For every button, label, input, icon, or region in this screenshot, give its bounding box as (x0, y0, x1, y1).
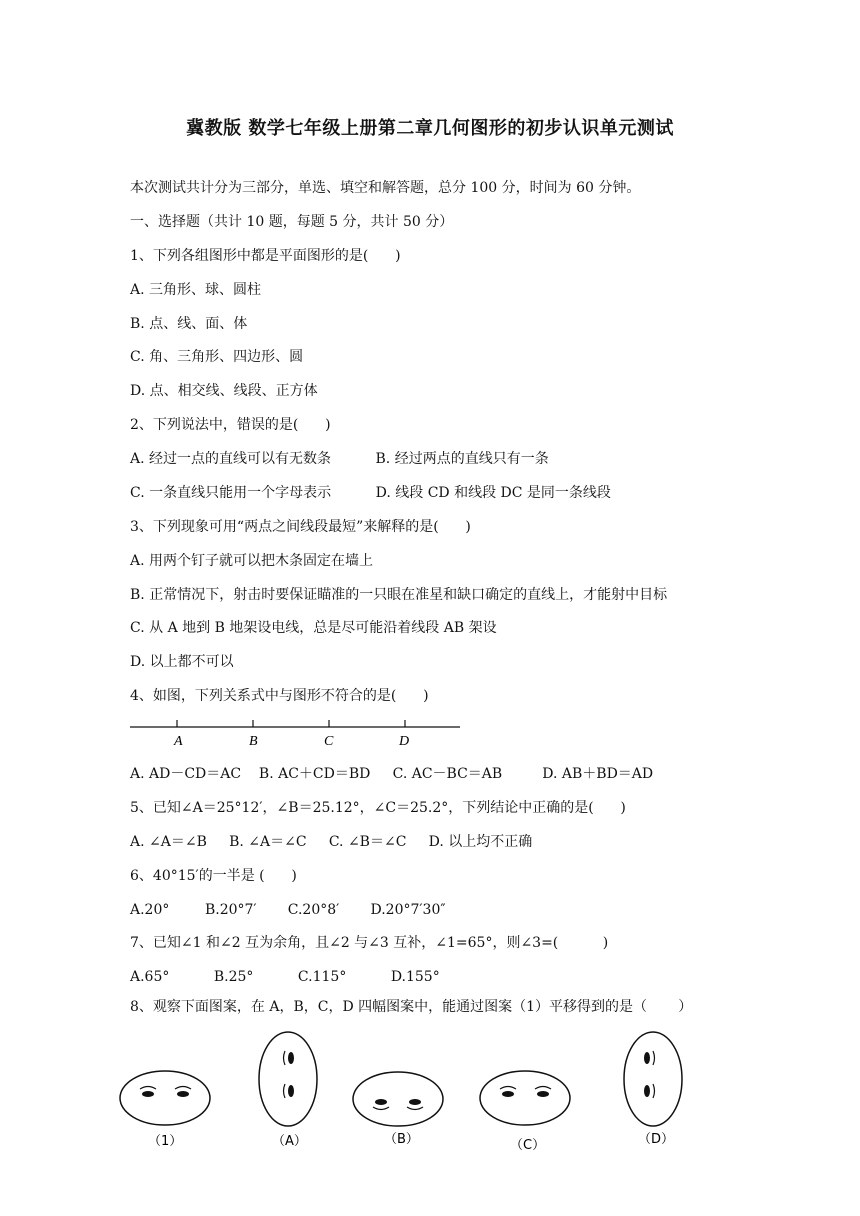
translation-figures (0, 1025, 860, 1170)
point-label-a: A (174, 734, 183, 749)
figure-label-a: （A） (272, 1134, 307, 1149)
figure-d (624, 1032, 682, 1126)
question-3-option-c: C. 从 A 地到 B 地架设电线，总是尽可能沿着线段 AB 架设 (130, 620, 497, 636)
question-7-options: A.65° B.25° C.115° D.155° (130, 969, 440, 985)
question-8-stem: 8、观察下面图案，在 A，B，C，D 四幅图案中，能通过图案（1）平移得到的是（ ） (130, 999, 693, 1015)
question-2-stem: 2、下列说法中，错误的是( ) (130, 417, 331, 433)
question-3-stem: 3、下列现象可用“两点之间线段最短”来解释的是( ) (130, 519, 471, 535)
question-1-option-c: C. 角、三角形、四边形、圆 (130, 349, 304, 365)
intro-text: 本次测试共计分为三部分，单选、填空和解答题，总分 100 分，时间为 60 分钟。 (130, 180, 641, 196)
figure-label-1: （1） (148, 1134, 183, 1149)
question-1-option-a: A. 三角形、球、圆柱 (130, 282, 262, 298)
question-2-options-row1: A. 经过一点的直线可以有无数条 B. 经过两点的直线只有一条 (130, 451, 549, 467)
question-1-option-b: B. 点、线、面、体 (130, 316, 248, 332)
figure-original (120, 1071, 210, 1125)
figure-c (480, 1071, 570, 1125)
page-title: 冀教版 数学七年级上册第二章几何图形的初步认识单元测试 (186, 118, 674, 139)
figure-label-c: （C） (510, 1138, 546, 1153)
question-3-option-a: A. 用两个钉子就可以把木条固定在墙上 (130, 553, 374, 569)
figure-label-b: （B） (384, 1132, 419, 1147)
question-1-option-d: D. 点、相交线、线段、正方体 (130, 383, 318, 399)
question-7-stem: 7、已知∠1 和∠2 互为余角，且∠2 与∠3 互补，∠1=65°，则∠3=( ) (130, 935, 609, 951)
question-1-stem: 1、下列各组图形中都是平面图形的是( ) (130, 248, 401, 264)
point-label-b: B (249, 734, 258, 749)
question-5-stem: 5、已知∠A＝25°12′，∠B＝25.12°，∠C＝25.2°，下列结论中正确的是( ) (130, 800, 626, 816)
section-heading: 一、选择题（共计 10 题，每题 5 分，共计 50 分） (130, 214, 454, 230)
figure-b (353, 1072, 443, 1126)
question-2-options-row2: C. 一条直线只能用一个字母表示 D. 线段 CD 和线段 DC 是同一条线段 (130, 485, 611, 501)
question-4-options: A. AD－CD＝AC B. AC＋CD＝BD C. AC－BC＝AB D. AB＋BD＝AD (130, 766, 654, 782)
figure-a (259, 1032, 317, 1126)
line-segment-figure (130, 714, 470, 754)
question-5-options: A. ∠A＝∠B B. ∠A＝∠C C. ∠B＝∠C D. 以上均不正确 (130, 834, 533, 850)
question-3-option-b: B. 正常情况下，射击时要保证瞄准的一只眼在准星和缺口确定的直线上，才能射中目标 (130, 587, 668, 603)
question-6-options: A.20° B.20°7′ C.20°8′ D.20°7′30″ (130, 902, 446, 918)
question-3-option-d: D. 以上都不可以 (130, 654, 234, 670)
question-6-stem: 6、40°15′的一半是 ( ) (130, 868, 297, 884)
figure-label-d: （D） (638, 1132, 675, 1147)
question-4-stem: 4、如图，下列关系式中与图形不符合的是( ) (130, 688, 429, 704)
point-label-c: C (324, 734, 334, 749)
point-label-d: D (399, 734, 410, 749)
